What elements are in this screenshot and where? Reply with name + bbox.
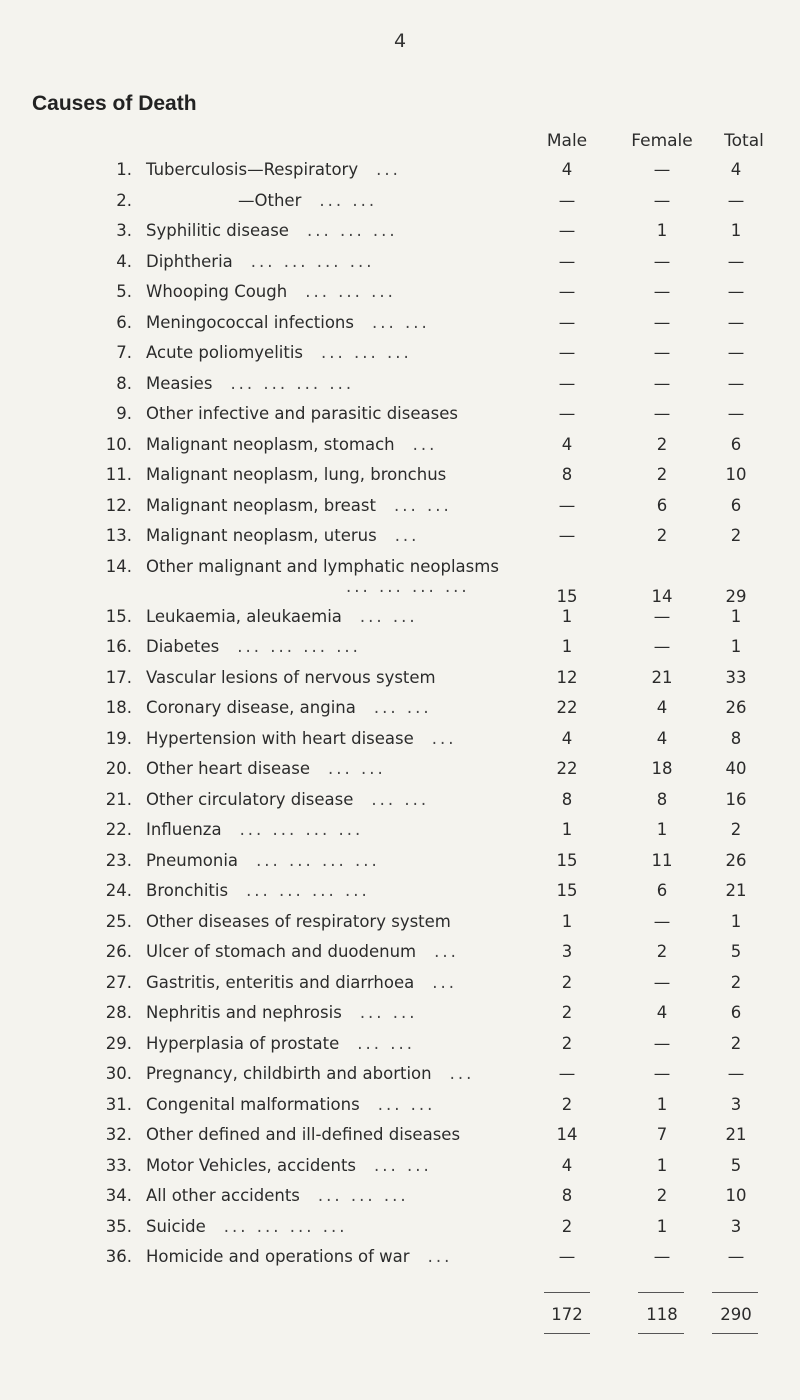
total-rule-total bbox=[712, 1333, 758, 1334]
cause-text: Ulcer of stomach and duodenum bbox=[146, 942, 417, 961]
cell-total: 33 bbox=[725, 667, 747, 687]
cause-label bbox=[146, 1186, 531, 1205]
cell-female: — bbox=[653, 1064, 671, 1083]
row-number: 5. bbox=[116, 282, 132, 301]
leader-dots: ... ... bbox=[357, 1033, 415, 1053]
cell-total: 29 bbox=[725, 586, 747, 606]
cause-text: Pregnancy, childbirth and abortion bbox=[146, 1064, 432, 1083]
cause-text: Diabetes bbox=[146, 637, 220, 656]
row-number: 13. bbox=[105, 526, 132, 545]
row-number: 15. bbox=[105, 606, 132, 626]
cell-total: 21 bbox=[725, 881, 747, 900]
table-row bbox=[0, 1247, 800, 1278]
leader-dots: ... ... ... ... bbox=[346, 576, 470, 596]
table-row bbox=[0, 1125, 800, 1156]
cell-female: — bbox=[653, 911, 671, 931]
cause-text: Congenital malformations bbox=[146, 1094, 360, 1114]
cause-label bbox=[146, 343, 531, 362]
row-number: 1. bbox=[116, 160, 132, 179]
leader-dots: ... ... bbox=[371, 312, 430, 332]
cell-male: 2 bbox=[561, 1094, 573, 1114]
leader-dots: ... bbox=[394, 526, 420, 545]
cell-total: — bbox=[727, 373, 745, 393]
cell-female: 14 bbox=[651, 586, 673, 606]
cause-label bbox=[146, 1217, 531, 1236]
leader-dots: ... ... ... ... bbox=[237, 637, 361, 656]
cell-female: 4 bbox=[656, 1003, 668, 1022]
table-row bbox=[0, 1217, 800, 1248]
cell-male: — bbox=[558, 251, 576, 271]
row-number: 31. bbox=[105, 1094, 132, 1114]
cause-text: Other infective and parasitic diseases bbox=[146, 404, 458, 423]
cell-total: — bbox=[727, 190, 745, 210]
table-row bbox=[0, 1064, 800, 1095]
row-number: 22. bbox=[105, 820, 132, 839]
row-number: 9. bbox=[116, 404, 132, 423]
cause-text: Other diseases of respiratory system bbox=[146, 911, 451, 931]
cell-total: 2 bbox=[730, 972, 742, 992]
cell-female: 1 bbox=[656, 820, 668, 839]
cell-total: 21 bbox=[725, 1125, 747, 1144]
cause-text: Measies bbox=[146, 373, 213, 393]
cell-female: 2 bbox=[656, 465, 668, 484]
table-row bbox=[0, 942, 800, 973]
cell-total: 5 bbox=[730, 1155, 742, 1175]
cause-label bbox=[146, 729, 531, 748]
cell-female: — bbox=[653, 404, 671, 423]
cause-text: Vascular lesions of nervous system bbox=[146, 667, 436, 687]
cell-female: — bbox=[653, 251, 671, 271]
cause-label bbox=[146, 942, 531, 961]
leader-dots: ... bbox=[432, 972, 457, 992]
total-rule-male bbox=[544, 1333, 590, 1334]
cell-total: 3 bbox=[730, 1216, 742, 1236]
cell-male: 12 bbox=[556, 667, 578, 687]
cell-female: 2 bbox=[656, 434, 668, 454]
table-row bbox=[0, 668, 800, 699]
cause-text: Diphtheria bbox=[146, 251, 233, 271]
cell-total: 4 bbox=[730, 160, 742, 179]
cell-total: 26 bbox=[725, 698, 747, 717]
table-row bbox=[0, 973, 800, 1004]
column-header-female: Female bbox=[631, 131, 693, 151]
cause-label bbox=[146, 282, 531, 301]
cell-female: 1 bbox=[656, 1155, 668, 1175]
cause-label bbox=[146, 526, 531, 545]
cell-total: 6 bbox=[730, 495, 742, 515]
row-number: 27. bbox=[105, 972, 132, 992]
cell-female: 11 bbox=[651, 850, 673, 870]
cell-male: 15 bbox=[556, 881, 578, 900]
cause-text: Other defined and ill-defined diseases bbox=[146, 1125, 461, 1144]
cause-label bbox=[146, 1064, 531, 1083]
cell-male: 1 bbox=[561, 911, 573, 931]
cell-total: 6 bbox=[730, 434, 742, 454]
cause-label bbox=[146, 1125, 531, 1144]
row-number: 14. bbox=[105, 556, 132, 576]
row-number: 23. bbox=[105, 850, 132, 870]
row-number: 30. bbox=[105, 1064, 132, 1083]
cell-total: 8 bbox=[730, 728, 742, 748]
row-number: 18. bbox=[105, 698, 132, 717]
cause-label bbox=[146, 790, 531, 809]
table-row bbox=[0, 496, 800, 527]
cause-text: Leukaemia, aleukaemia bbox=[146, 606, 342, 626]
table-row bbox=[0, 790, 800, 821]
leader-dots: ... bbox=[412, 434, 438, 454]
leader-dots: ... ... bbox=[371, 789, 430, 809]
table-row bbox=[0, 698, 800, 729]
cause-text: Influenza bbox=[146, 820, 222, 839]
leader-dots: ... ... ... bbox=[305, 282, 396, 301]
table-row bbox=[0, 526, 800, 557]
cause-text: Other heart disease bbox=[146, 759, 310, 778]
cell-male: 8 bbox=[561, 789, 573, 809]
cell-female: 2 bbox=[656, 526, 668, 545]
cell-male: — bbox=[558, 1064, 576, 1083]
leader-dots: ... ... bbox=[377, 1094, 436, 1114]
cause-label bbox=[146, 404, 531, 423]
cause-text: Acute poliomyelitis bbox=[146, 343, 304, 362]
cell-total: — bbox=[727, 282, 745, 301]
cell-total: — bbox=[727, 312, 745, 332]
total-female: 118 bbox=[646, 1305, 678, 1324]
leader-dots: ... ... ... ... bbox=[223, 1216, 348, 1236]
cause-label bbox=[146, 820, 531, 839]
row-number: 4. bbox=[116, 251, 132, 271]
cell-female: — bbox=[653, 160, 671, 179]
row-number: 36. bbox=[105, 1247, 132, 1266]
cell-male: 4 bbox=[561, 728, 573, 748]
leader-dots: ... ... bbox=[394, 495, 452, 515]
cell-male: 8 bbox=[561, 465, 573, 484]
table-row bbox=[0, 820, 800, 851]
table-row bbox=[0, 1003, 800, 1034]
cell-total: 1 bbox=[730, 221, 742, 240]
row-number: 2. bbox=[116, 190, 132, 210]
leader-dots: ... ... ... ... bbox=[239, 820, 364, 839]
leader-dots: ... bbox=[427, 1247, 453, 1266]
row-number: 34. bbox=[105, 1186, 132, 1205]
table-row bbox=[0, 557, 800, 607]
table-row bbox=[0, 912, 800, 943]
cell-male: 3 bbox=[561, 942, 573, 961]
cell-female: — bbox=[653, 312, 671, 332]
row-number: 24. bbox=[105, 881, 132, 900]
cause-text: Motor Vehicles, accidents bbox=[146, 1155, 357, 1175]
cause-text: Malignant neoplasm, stomach bbox=[146, 434, 395, 454]
cell-total: — bbox=[727, 1247, 745, 1266]
cause-label bbox=[146, 556, 531, 596]
cell-female: — bbox=[653, 637, 671, 656]
cause-label bbox=[146, 435, 531, 454]
cell-male: — bbox=[558, 190, 576, 210]
cause-text: Hyperplasia of prostate bbox=[146, 1033, 340, 1053]
row-number: 21. bbox=[105, 789, 132, 809]
cell-male: 22 bbox=[556, 759, 578, 778]
cause-text: Whooping Cough bbox=[146, 282, 288, 301]
cell-female: 1 bbox=[656, 221, 668, 240]
cause-label bbox=[146, 1156, 531, 1175]
cell-male: — bbox=[558, 526, 576, 545]
cell-male: 1 bbox=[561, 820, 573, 839]
cell-female: — bbox=[653, 373, 671, 393]
cause-label bbox=[146, 252, 531, 271]
leader-dots: ... ... bbox=[319, 190, 378, 210]
cell-female: 18 bbox=[651, 759, 673, 778]
cause-label bbox=[146, 313, 531, 332]
cause-text: Suicide bbox=[146, 1216, 206, 1236]
cell-female: 1 bbox=[656, 1216, 668, 1236]
cause-text: Other malignant and lymphatic neoplasms bbox=[146, 556, 499, 576]
row-number: 35. bbox=[105, 1216, 132, 1236]
cause-text: Homicide and operations of war bbox=[146, 1247, 410, 1266]
total-all: 290 bbox=[720, 1305, 752, 1324]
leader-dots: ... ... ... ... bbox=[230, 373, 355, 393]
cell-female: — bbox=[653, 343, 671, 362]
row-number: 20. bbox=[105, 759, 132, 778]
leader-dots: ... ... bbox=[373, 698, 432, 717]
table-row bbox=[0, 252, 800, 283]
table-row bbox=[0, 404, 800, 435]
table-row bbox=[0, 221, 800, 252]
cause-label bbox=[146, 759, 531, 778]
cell-total: — bbox=[727, 404, 745, 423]
table-row bbox=[0, 881, 800, 912]
leader-dots: ... bbox=[449, 1064, 475, 1083]
cause-text: Other circulatory disease bbox=[146, 789, 354, 809]
row-number: 3. bbox=[116, 221, 132, 240]
cell-male: — bbox=[558, 343, 576, 362]
cell-total: 2 bbox=[730, 526, 742, 545]
leader-dots: ... ... bbox=[374, 1155, 432, 1175]
table-row bbox=[0, 282, 800, 313]
cell-total: 10 bbox=[725, 1186, 747, 1205]
cause-label bbox=[146, 496, 531, 515]
cause-text: Hypertension with heart disease bbox=[146, 728, 414, 748]
table-row bbox=[0, 637, 800, 668]
cell-male: 2 bbox=[561, 1033, 573, 1053]
cell-female: 1 bbox=[656, 1094, 668, 1114]
column-header-male: Male bbox=[546, 131, 588, 151]
cause-label bbox=[146, 1003, 531, 1022]
cell-male: 8 bbox=[561, 1186, 573, 1205]
cell-total: 26 bbox=[725, 850, 747, 870]
column-header-total: Total bbox=[724, 131, 764, 151]
cell-male: 1 bbox=[561, 606, 573, 626]
row-number: 8. bbox=[116, 373, 132, 393]
row-number: 6. bbox=[116, 312, 132, 332]
table-row bbox=[0, 1156, 800, 1187]
cell-total: — bbox=[727, 343, 745, 362]
leader-dots: ... ... ... bbox=[321, 343, 412, 362]
row-number: 10. bbox=[105, 434, 132, 454]
cell-female: 6 bbox=[656, 881, 668, 900]
cause-label bbox=[146, 698, 531, 717]
cause-label bbox=[146, 1247, 531, 1266]
cell-female: — bbox=[653, 606, 671, 626]
row-number: 12. bbox=[105, 495, 132, 515]
cell-total: 2 bbox=[730, 1033, 742, 1053]
cause-label bbox=[146, 851, 531, 870]
leader-dots: ... ... ... bbox=[317, 1186, 409, 1205]
cell-female: 4 bbox=[656, 698, 668, 717]
row-number: 16. bbox=[105, 637, 132, 656]
cell-female: 2 bbox=[656, 1186, 668, 1205]
cell-male: 15 bbox=[556, 586, 578, 606]
row-number: 26. bbox=[105, 942, 132, 961]
cause-text: All other accidents bbox=[146, 1186, 300, 1205]
cell-male: 2 bbox=[561, 1003, 573, 1022]
leader-dots: ... ... ... ... bbox=[246, 881, 370, 900]
cell-male: 15 bbox=[556, 850, 578, 870]
cause-text: Meningococcal infections bbox=[146, 312, 354, 332]
table-row bbox=[0, 313, 800, 344]
cell-male: 14 bbox=[556, 1125, 578, 1144]
cell-female: 7 bbox=[656, 1125, 668, 1144]
row-number: 19. bbox=[105, 728, 132, 748]
cause-label bbox=[146, 637, 531, 656]
leader-dots: ... ... ... ... bbox=[256, 850, 380, 870]
cell-female: 2 bbox=[656, 942, 668, 961]
cell-male: — bbox=[558, 373, 576, 393]
table-row bbox=[0, 465, 800, 496]
cell-female: 8 bbox=[656, 789, 668, 809]
cell-male: 4 bbox=[561, 160, 573, 179]
cause-label bbox=[146, 912, 531, 931]
cell-total: 5 bbox=[730, 942, 742, 961]
cause-text: Syphilitic disease bbox=[146, 221, 289, 240]
cell-total: 6 bbox=[730, 1003, 742, 1022]
page-number: 4 bbox=[393, 30, 407, 52]
cell-male: — bbox=[558, 1247, 576, 1266]
cause-text: Coronary disease, angina bbox=[146, 698, 356, 717]
cell-total: 1 bbox=[730, 637, 742, 656]
table-row bbox=[0, 435, 800, 466]
cause-text: Tuberculosis—Respiratory bbox=[146, 160, 359, 179]
row-number: 33. bbox=[105, 1155, 132, 1175]
column-headers bbox=[0, 131, 800, 153]
table-row bbox=[0, 191, 800, 222]
cause-label bbox=[146, 465, 531, 484]
leader-dots: ... bbox=[434, 942, 459, 961]
cell-total: 16 bbox=[725, 789, 747, 809]
totals-row bbox=[0, 1293, 800, 1333]
leader-dots: ... bbox=[431, 728, 457, 748]
cell-total: — bbox=[727, 251, 745, 271]
cell-total: 1 bbox=[730, 911, 742, 931]
cell-female: 21 bbox=[651, 667, 673, 687]
table-row bbox=[0, 1186, 800, 1217]
cell-male: 22 bbox=[556, 698, 578, 717]
cause-label bbox=[146, 973, 531, 992]
cause-label bbox=[146, 221, 531, 240]
table-row bbox=[0, 1034, 800, 1065]
cell-female: — bbox=[653, 282, 671, 301]
table-row bbox=[0, 729, 800, 760]
cell-male: — bbox=[558, 282, 576, 301]
leader-dots: ... ... ... bbox=[306, 221, 398, 240]
cause-label bbox=[146, 607, 531, 626]
cell-total: — bbox=[727, 1064, 745, 1083]
row-number: 17. bbox=[105, 667, 132, 687]
cause-text: Pneumonia bbox=[146, 850, 239, 870]
leader-dots: ... ... ... ... bbox=[250, 251, 375, 271]
cause-label bbox=[146, 881, 531, 900]
table-row bbox=[0, 851, 800, 882]
cell-total: 2 bbox=[730, 820, 742, 839]
row-number: 29. bbox=[105, 1033, 132, 1053]
cell-total: 1 bbox=[730, 606, 742, 626]
leader-dots: ... ... bbox=[359, 606, 418, 626]
cause-text: —Other bbox=[238, 190, 302, 210]
leader-dots: ... ... bbox=[327, 759, 386, 778]
cell-male: 1 bbox=[561, 637, 573, 656]
table-row bbox=[0, 160, 800, 191]
cell-male: 4 bbox=[561, 1155, 573, 1175]
cell-male: 4 bbox=[561, 434, 573, 454]
cell-female: — bbox=[653, 1033, 671, 1053]
cell-male: — bbox=[558, 312, 576, 332]
total-male: 172 bbox=[551, 1305, 583, 1324]
table-row bbox=[0, 343, 800, 374]
page-title: Causes of Death bbox=[32, 92, 197, 115]
cell-female: 4 bbox=[656, 728, 668, 748]
cause-text: Malignant neoplasm, breast bbox=[146, 495, 376, 515]
cause-text: Gastritis, enteritis and diarrhoea bbox=[146, 972, 415, 992]
cell-male: — bbox=[558, 221, 576, 240]
cause-text: Bronchitis bbox=[146, 881, 229, 900]
cell-male: 2 bbox=[561, 1216, 573, 1236]
table-row bbox=[0, 759, 800, 790]
row-number: 25. bbox=[105, 911, 132, 931]
cause-label bbox=[146, 1095, 531, 1114]
row-number: 11. bbox=[105, 465, 132, 484]
causes-of-death-table bbox=[0, 160, 800, 1278]
row-number: 7. bbox=[116, 343, 132, 362]
leader-dots: ... ... bbox=[359, 1003, 418, 1022]
cause-text: Nephritis and nephrosis bbox=[146, 1003, 342, 1022]
leader-dots: ... bbox=[376, 160, 401, 179]
cause-text: Malignant neoplasm, lung, bronchus bbox=[146, 465, 447, 484]
cell-female: — bbox=[653, 190, 671, 210]
cell-male: — bbox=[558, 404, 576, 423]
table-row bbox=[0, 607, 800, 638]
cell-female: — bbox=[653, 1247, 671, 1266]
row-number: 28. bbox=[105, 1003, 132, 1022]
table-row bbox=[0, 374, 800, 405]
cell-female: 6 bbox=[656, 495, 668, 515]
cell-male: 2 bbox=[561, 972, 573, 992]
row-number: 32. bbox=[105, 1125, 132, 1144]
cause-label bbox=[146, 1034, 531, 1053]
total-rule-female bbox=[638, 1333, 684, 1334]
cell-total: 40 bbox=[725, 759, 747, 778]
cause-label bbox=[146, 374, 531, 393]
cell-male: — bbox=[558, 495, 576, 515]
cause-text: Malignant neoplasm, uterus bbox=[146, 526, 377, 545]
cell-total: 10 bbox=[725, 465, 747, 484]
cause-label bbox=[146, 160, 531, 179]
cell-female: — bbox=[653, 972, 671, 992]
table-row bbox=[0, 1095, 800, 1126]
cause-label bbox=[146, 668, 531, 687]
cell-total: 3 bbox=[730, 1094, 742, 1114]
